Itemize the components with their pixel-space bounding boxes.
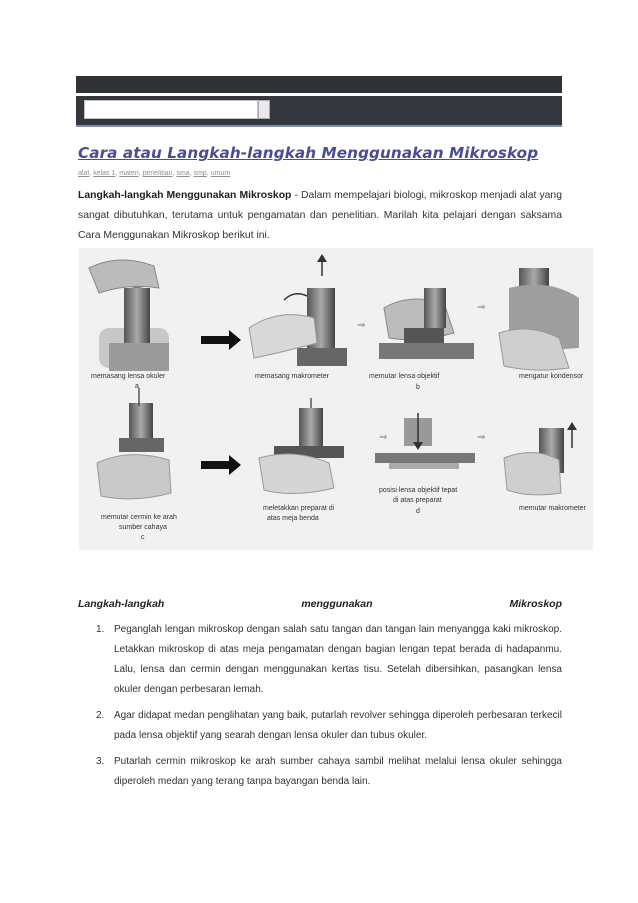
arrow-icon [201, 455, 241, 475]
panel-preparat [259, 398, 344, 494]
arrow-icon [201, 330, 241, 350]
list-item [78, 752, 562, 792]
steps-heading-word: menggunakan [301, 598, 373, 610]
panel-lensa-okuler [89, 260, 169, 371]
microscope-figure [79, 248, 593, 550]
caption-cermin-line2: sumber cahaya [119, 524, 167, 531]
steps-heading-word: Mikroskop [509, 598, 562, 610]
figure-illustration [79, 248, 593, 550]
caption-letter-b: b [416, 384, 420, 391]
caption-memutar-makrometer: memutar makrometer [519, 505, 586, 512]
tag-link[interactable]: penelitian [142, 170, 173, 177]
caption-kondensor: mengatur kondensor [519, 373, 584, 380]
caption-posisi-line1: posisi lensa objektif tepat [379, 487, 458, 494]
step-number: 1. [96, 624, 105, 635]
caption-posisi-line2: di atas preparat [393, 497, 442, 504]
top-bar [76, 76, 562, 93]
search-input[interactable] [84, 100, 258, 119]
panel-memutar-makrometer [504, 422, 577, 495]
step-number: 2. [96, 710, 105, 721]
caption-letter-a: a [135, 383, 139, 390]
svg-text:⇒: ⇒ [379, 432, 388, 443]
caption-lensa-okuler: memasang lensa okuler [91, 373, 166, 380]
step-number: 3. [96, 756, 105, 767]
steps-list [78, 620, 562, 798]
panel-posisi [375, 413, 485, 469]
intro-text: - Dalam mempelajari biologi, mikroskop menjadi alat yang sangat dibutuhkan, terutama untuk pengamatan dan penelitian. Marilah kita pelajari dengan saksama Cara Menggunakan Mikroskop berikut ini. [78, 190, 562, 241]
nav-bar [76, 96, 562, 127]
tag-link[interactable]: smp [193, 170, 207, 177]
caption-preparat-line2: atas meja benda [267, 515, 319, 522]
panel-lensa-objektif [379, 288, 474, 359]
step-text: Putarlah cermin mikroskop ke arah sumber cahaya sambil melihat melalui lensa okuler sehingga diperoleh medan yang terang tanpa bayangan benda lain. [114, 756, 562, 787]
intro-bold: Langkah-langkah Menggunakan Mikroskop [78, 190, 292, 201]
tag-link[interactable]: kelas 1 [93, 170, 116, 177]
steps-heading [78, 598, 562, 610]
svg-text:⇒: ⇒ [477, 302, 486, 313]
tag-link[interactable]: alat [78, 170, 90, 177]
tag-link[interactable]: sma [176, 170, 190, 177]
panel-kondensor [499, 268, 579, 370]
caption-letter-d: d [416, 508, 420, 515]
step-text: Agar didapat medan penglihatan yang baik, putarlah revolver sehingga diperoleh perbesaran terkecil pada lensa objektif yang searah dengan lensa okuler dan tubus okuler. [114, 710, 562, 741]
svg-text:⇒: ⇒ [357, 320, 366, 331]
caption-cermin-line1: memutar cermin ke arah [101, 514, 177, 521]
panel-makrometer [249, 254, 347, 366]
list-item [78, 620, 562, 700]
tag-list: alat, kelas 1, materi, penelitian, sma, smp, umum [78, 170, 231, 177]
panel-cermin [97, 388, 171, 499]
intro-paragraph [78, 186, 562, 246]
caption-makrometer: memasang makrometer [255, 373, 329, 380]
tag-link[interactable]: materi [119, 170, 139, 177]
caption-preparat-line1: meletakkan preparat di [263, 505, 335, 512]
steps-heading-word: Langkah-langkah [78, 598, 165, 610]
list-item [78, 706, 562, 746]
svg-text:⇒: ⇒ [477, 432, 486, 443]
caption-letter-c: c [141, 534, 145, 541]
step-text: Peganglah lengan mikroskop dengan salah satu tangan dan tangan lain menyangga kaki mikroskop. Letakkan mikroskop di atas meja pengamatan dengan bagian lengan tepat berada di hadapanmu. Lalu, lensa dan cermin dengan menggunakan kertas tisu. Setelah dibersihkan, pasangkan lensa okuler dengan perbesaran lemah. [114, 624, 562, 695]
article-title[interactable]: Cara atau Langkah-langkah Menggunakan Mikroskop [78, 144, 539, 162]
search-button[interactable] [258, 100, 270, 119]
tag-link[interactable]: umum [210, 170, 231, 177]
caption-lensa-objektif: memutar lensa objektif [369, 373, 440, 380]
